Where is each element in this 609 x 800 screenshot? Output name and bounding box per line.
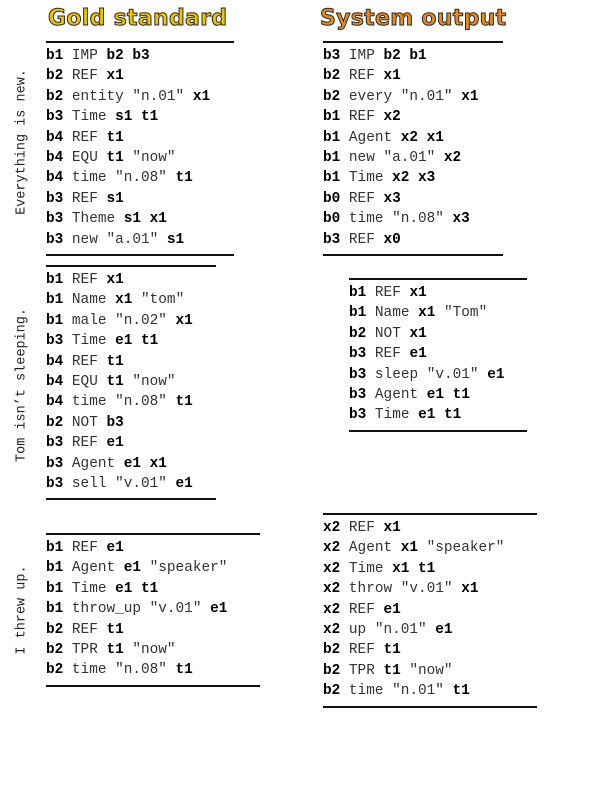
clause-variable: t1 <box>106 149 124 166</box>
clause-text: REF <box>340 642 384 659</box>
clause-text: REF <box>340 601 384 618</box>
clause-variable: x1 <box>106 272 124 288</box>
clause-variable: e1 <box>418 407 436 424</box>
clause-row <box>323 168 503 188</box>
clause-variable: e1 <box>115 580 133 597</box>
clause-variable: b4 <box>46 373 64 390</box>
clause-variable: x2 <box>392 170 410 187</box>
clause-variable: e1 <box>115 333 133 350</box>
clause-row <box>323 107 503 127</box>
clause-row <box>323 600 537 620</box>
clause-text: Name <box>366 305 419 322</box>
clause-row <box>323 46 503 66</box>
clause-row <box>46 433 216 453</box>
clause-row <box>46 290 216 310</box>
clause-variable: e1 <box>435 621 453 638</box>
clause-text <box>141 211 150 227</box>
clause-variable: x1 <box>400 540 419 557</box>
clause-text <box>132 109 141 125</box>
clause-text: REF <box>63 190 107 207</box>
clause-text: "Tom" <box>435 305 488 322</box>
clause-variable: t1 <box>141 109 159 126</box>
clause-row <box>46 148 234 168</box>
clause-variable: t1 <box>383 642 401 659</box>
clause-text: Agent <box>340 540 401 557</box>
clause-variable: b1 <box>323 109 341 126</box>
clause-variable: b2 <box>323 642 341 659</box>
clause-variable: b3 <box>349 366 367 383</box>
clause-variable: b3 <box>46 333 64 350</box>
clause-variable: x1 <box>461 581 479 598</box>
clause-row <box>46 230 234 250</box>
clause-row <box>46 311 216 331</box>
clause-variable: t1 <box>106 641 124 658</box>
clause-variable: b2 <box>383 48 401 64</box>
clause-row <box>323 640 537 660</box>
clause-variable: x2 <box>323 601 341 618</box>
clause-variable: b1 <box>323 170 341 187</box>
clause-variable: x3 <box>452 211 470 228</box>
clause-row <box>46 372 216 392</box>
clause-variable: b4 <box>46 394 64 411</box>
clause-variable: b3 <box>46 211 64 228</box>
clause-variable: b1 <box>46 580 64 597</box>
clause-variable: b1 <box>46 272 64 288</box>
clause-variable: t1 <box>141 580 159 597</box>
clause-text: "now" <box>123 373 176 390</box>
clause-row <box>323 661 537 681</box>
clause-text: throw_up "v.01" <box>63 601 211 618</box>
clause-row <box>46 558 260 578</box>
clause-text: Time <box>63 333 116 350</box>
clause-row <box>46 640 260 660</box>
clause-row <box>46 87 234 107</box>
clause-variable: b2 <box>349 325 367 342</box>
clause-text <box>444 387 453 403</box>
gold-standard-header: Gold standard <box>48 6 228 31</box>
clause-row <box>323 209 503 229</box>
clause-text: Agent <box>63 455 124 472</box>
clause-variable: x1 <box>461 88 479 105</box>
clause-variable: b2 <box>323 88 341 105</box>
clause-text: NOT <box>63 414 107 431</box>
clause-text: REF <box>366 285 410 301</box>
clause-text: "speaker" <box>418 540 505 557</box>
clause-text: Theme <box>63 211 124 228</box>
clause-row <box>46 538 260 558</box>
clause-text: Time <box>340 170 393 187</box>
clause-variable: b3 <box>349 346 367 363</box>
system-drs-box-1 <box>323 41 503 256</box>
clause-row <box>46 660 260 680</box>
clause-text: new "a.01" <box>63 231 167 248</box>
clause-variable: b2 <box>46 88 64 105</box>
clause-text: Time <box>63 109 116 126</box>
clause-row <box>323 128 503 148</box>
clause-variable: x1 <box>392 560 410 577</box>
clause-variable: s1 <box>123 211 142 228</box>
clause-variable: x3 <box>418 170 436 187</box>
clause-text: sell "v.01" <box>63 475 176 492</box>
clause-variable: b0 <box>323 211 341 228</box>
clause-text: TPR <box>63 641 107 658</box>
clause-variable: e1 <box>426 386 445 403</box>
clause-variable: b0 <box>323 190 341 207</box>
clause-variable: s1 <box>106 190 124 207</box>
clause-variable: b1 <box>323 149 341 166</box>
clause-text <box>418 130 427 146</box>
clause-row <box>46 579 260 599</box>
clause-row <box>46 331 216 351</box>
sentence-label-2: Tom isn’t sleeping. <box>14 308 30 462</box>
clause-row <box>323 681 537 701</box>
clause-row <box>46 46 234 66</box>
clause-row <box>323 579 537 599</box>
clause-text: TPR <box>340 662 384 679</box>
clause-variable: x2 <box>323 560 341 577</box>
clause-row <box>349 324 527 344</box>
clause-variable: x1 <box>149 211 167 228</box>
clause-variable: t1 <box>141 333 159 350</box>
gold-drs-box-2 <box>46 265 216 500</box>
clause-variable: b1 <box>46 292 64 309</box>
clause-row <box>46 413 216 433</box>
clause-variable: x0 <box>383 231 401 248</box>
clause-variable: b1 <box>46 540 64 556</box>
clause-variable: b3 <box>106 414 124 431</box>
clause-variable: t1 <box>452 386 470 403</box>
clause-variable: b1 <box>46 601 64 618</box>
sentence-label-1: Everything is new. <box>14 69 30 215</box>
clause-text: throw "v.01" <box>340 581 462 598</box>
clause-variable: b1 <box>349 285 367 301</box>
clause-variable: x2 <box>400 129 419 146</box>
clause-variable: x1 <box>409 285 427 301</box>
clause-row <box>46 392 216 412</box>
clause-variable: b3 <box>349 407 367 424</box>
clause-variable: x2 <box>323 520 341 536</box>
clause-variable: x2 <box>323 621 341 638</box>
clause-row <box>323 66 503 86</box>
clause-text: Agent <box>366 386 427 403</box>
system-drs-box-3 <box>323 513 537 708</box>
clause-row <box>46 209 234 229</box>
clause-text: EQU <box>63 149 107 166</box>
clause-variable: s1 <box>166 231 185 248</box>
clause-variable: b3 <box>46 231 64 248</box>
clause-variable: t1 <box>106 621 124 638</box>
clause-variable: b1 <box>46 560 64 577</box>
clause-variable: b2 <box>46 68 64 85</box>
system-output-header: System output <box>320 6 507 31</box>
clause-variable: e1 <box>487 366 505 383</box>
clause-row <box>46 352 216 372</box>
clause-row <box>323 87 503 107</box>
clause-variable: b2 <box>46 621 64 638</box>
clause-variable: x2 <box>443 149 462 166</box>
clause-variable: b3 <box>132 48 150 64</box>
clause-variable: b3 <box>46 109 64 126</box>
clause-variable: b2 <box>46 414 64 431</box>
clause-row <box>323 538 537 558</box>
clause-variable: e1 <box>175 475 193 492</box>
clause-row <box>323 189 503 209</box>
clause-variable: x1 <box>149 455 167 472</box>
clause-row <box>46 599 260 619</box>
clause-variable: x1 <box>106 68 124 85</box>
clause-text: REF <box>63 435 107 452</box>
clause-text: time "n.08" <box>63 394 176 411</box>
clause-variable: e1 <box>409 346 427 363</box>
clause-text: every "n.01" <box>340 88 462 105</box>
clause-variable: b2 <box>106 48 124 64</box>
clause-text: REF <box>340 109 384 126</box>
clause-variable: t1 <box>106 353 124 370</box>
clause-variable: t1 <box>106 129 124 146</box>
clause-variable: x1 <box>418 305 436 322</box>
clause-variable: b1 <box>409 48 427 64</box>
clause-variable: x2 <box>383 109 401 126</box>
clause-text <box>409 561 418 577</box>
clause-variable: b2 <box>323 68 341 85</box>
clause-text: IMP <box>63 48 107 64</box>
clause-variable: e1 <box>383 601 401 618</box>
clause-text: time "n.08" <box>63 170 176 187</box>
clause-row <box>46 168 234 188</box>
clause-variable: s1 <box>115 109 133 126</box>
clause-row <box>323 230 503 250</box>
clause-text: "now" <box>123 149 176 166</box>
clause-row <box>323 518 537 538</box>
clause-text: entity "n.01" <box>63 88 193 105</box>
clause-variable: b4 <box>46 149 64 166</box>
clause-text: EQU <box>63 373 107 390</box>
clause-row <box>46 107 234 127</box>
clause-text: REF <box>366 346 410 363</box>
clause-variable: t1 <box>175 662 193 679</box>
clause-text: Agent <box>63 560 124 577</box>
clause-row <box>46 620 260 640</box>
clause-text: REF <box>340 520 384 536</box>
clause-text: new "a.01" <box>340 149 444 166</box>
clause-variable: e1 <box>106 435 124 452</box>
clause-variable: b3 <box>323 48 341 64</box>
clause-text: REF <box>63 68 107 85</box>
clause-variable: b3 <box>323 231 341 248</box>
clause-variable: t1 <box>452 683 470 700</box>
gold-drs-box-3 <box>46 533 260 687</box>
clause-variable: b4 <box>46 353 64 370</box>
clause-variable: b2 <box>46 662 64 679</box>
clause-text: Time <box>340 560 393 577</box>
clause-row <box>46 128 234 148</box>
clause-text: REF <box>63 540 107 556</box>
sentence-label-3: I threw up. <box>14 565 30 655</box>
clause-row <box>323 148 503 168</box>
clause-text: Agent <box>340 129 401 146</box>
clause-text: sleep "v.01" <box>366 366 488 383</box>
clause-text: IMP <box>340 48 384 64</box>
clause-variable: x2 <box>323 540 341 557</box>
clause-row <box>323 620 537 640</box>
clause-variable: b1 <box>46 312 64 329</box>
clause-variable: t1 <box>383 662 401 679</box>
clause-variable: e1 <box>123 455 142 472</box>
clause-text: Name <box>63 292 116 309</box>
clause-text <box>141 456 150 472</box>
clause-variable: e1 <box>123 560 142 577</box>
clause-row <box>349 365 527 385</box>
clause-text: time "n.01" <box>340 683 453 700</box>
clause-row <box>349 405 527 425</box>
clause-variable: x2 <box>323 581 341 598</box>
clause-variable: b2 <box>323 662 341 679</box>
clause-text: time "n.08" <box>340 211 453 228</box>
clause-text <box>409 170 418 186</box>
clause-variable: b3 <box>349 386 367 403</box>
clause-text: Time <box>63 580 116 597</box>
clause-variable: b1 <box>323 129 341 146</box>
clause-variable: x1 <box>383 68 401 85</box>
clause-variable: b3 <box>46 475 64 492</box>
clause-row <box>46 454 216 474</box>
clause-text <box>132 581 141 597</box>
clause-text: male "n.02" <box>63 312 176 329</box>
clause-variable: b2 <box>323 683 341 700</box>
clause-row <box>46 474 216 494</box>
clause-variable: t1 <box>175 394 193 411</box>
clause-variable: x1 <box>192 88 211 105</box>
clause-row <box>46 270 216 290</box>
system-drs-box-2 <box>349 278 527 432</box>
clause-variable: t1 <box>444 407 462 424</box>
clause-text: NOT <box>366 325 410 342</box>
clause-text: REF <box>340 190 384 207</box>
clause-variable: b3 <box>46 435 64 452</box>
clause-text <box>132 333 141 349</box>
clause-variable: e1 <box>106 540 124 556</box>
clause-variable: b3 <box>46 455 64 472</box>
clause-text: REF <box>63 129 107 146</box>
clause-variable: e1 <box>210 601 228 618</box>
clause-variable: x1 <box>115 292 133 309</box>
clause-row <box>46 66 234 86</box>
clause-variable: x1 <box>175 312 193 329</box>
clause-row <box>349 303 527 323</box>
clause-text: up "n.01" <box>340 621 436 638</box>
clause-variable: b2 <box>46 641 64 658</box>
clause-variable: b4 <box>46 170 64 187</box>
clause-text: "speaker" <box>141 560 228 577</box>
clause-variable: t1 <box>106 373 124 390</box>
clause-text: REF <box>340 231 384 248</box>
clause-row <box>349 385 527 405</box>
gold-drs-box-1 <box>46 41 234 256</box>
clause-row <box>349 283 527 303</box>
clause-variable: t1 <box>418 560 436 577</box>
clause-variable: b4 <box>46 129 64 146</box>
clause-variable: t1 <box>175 170 193 187</box>
clause-text: REF <box>63 621 107 638</box>
clause-row <box>46 189 234 209</box>
clause-variable: b1 <box>46 48 64 64</box>
clause-text: REF <box>340 68 384 85</box>
clause-variable: b3 <box>46 190 64 207</box>
clause-text: "tom" <box>132 292 185 309</box>
clause-text: REF <box>63 272 107 288</box>
clause-variable: b1 <box>349 305 367 322</box>
clause-variable: x1 <box>383 520 401 536</box>
clause-text: "now" <box>123 641 176 658</box>
clause-text: time "n.08" <box>63 662 176 679</box>
clause-text: Time <box>366 407 419 424</box>
clause-variable: x1 <box>409 325 427 342</box>
clause-row <box>323 559 537 579</box>
clause-text: REF <box>63 353 107 370</box>
clause-text: "now" <box>400 662 453 679</box>
clause-variable: x3 <box>383 190 401 207</box>
clause-row <box>349 344 527 364</box>
clause-variable: x1 <box>426 129 444 146</box>
clause-text <box>435 407 444 423</box>
